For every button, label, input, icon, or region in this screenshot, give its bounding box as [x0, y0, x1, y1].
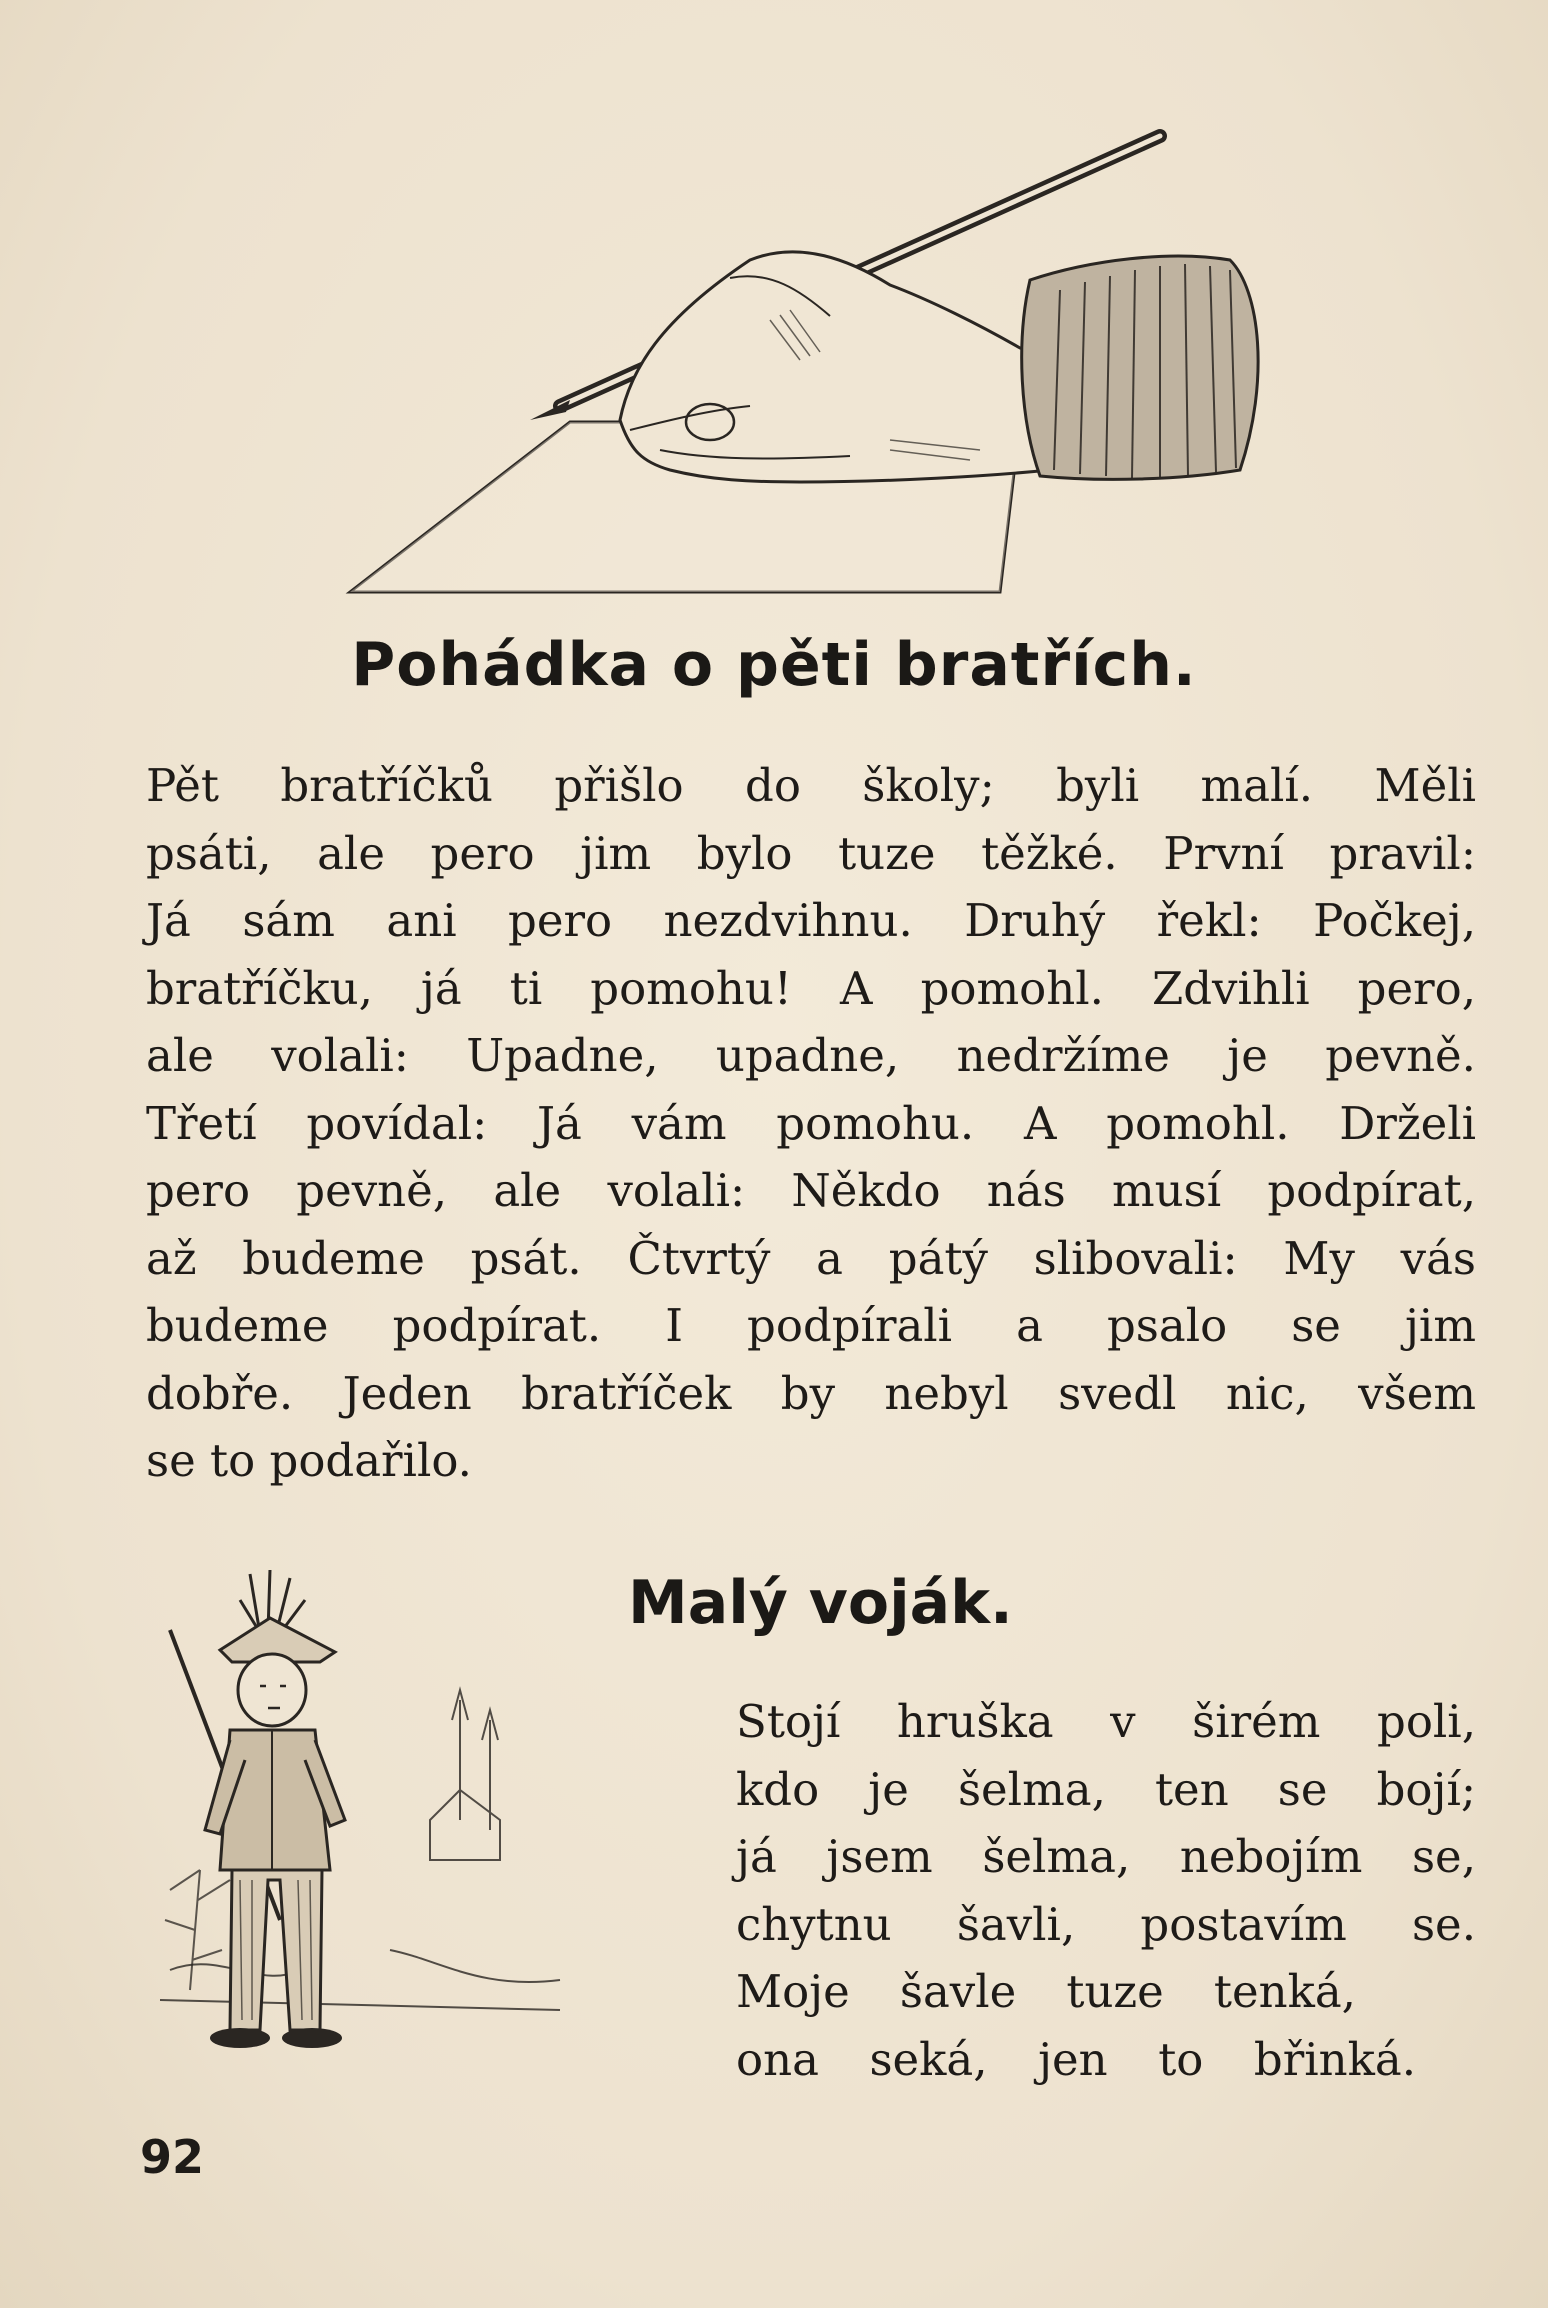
story-title: Pohádka o pěti bratřích. — [351, 630, 1197, 700]
story-line: bratříčku, já ti pomohu! A pomohl. Zdvihli pero, — [146, 961, 1476, 1015]
poem-line: ona seká, jen to břinká. — [736, 2032, 1416, 2086]
story-paragraph — [146, 752, 1476, 1495]
page-number: 92 — [140, 2130, 205, 2184]
poem-line: kdo je šelma, ten se bojí; — [736, 1762, 1476, 1816]
poem-line: Moje šavle tuze tenká, — [736, 1965, 1356, 2018]
story-line: Pět bratříčků přišlo do školy; byli malí. Měli — [146, 759, 1476, 812]
poem-title: Malý voják. — [628, 1568, 1013, 1638]
story-line: se to podařilo. — [146, 1434, 472, 1487]
poem-line: Stojí hruška v širém poli, — [736, 1695, 1476, 1748]
story-line: Třetí povídal: Já vám pomohu. A pomohl. Drželi — [146, 1096, 1476, 1150]
story-line: budeme podpírat. I podpírali a psalo se jim — [146, 1299, 1476, 1352]
story-line: až budeme psát. Čtvrtý a pátý slibovali: My vás — [146, 1231, 1476, 1285]
poem-line: chytnu šavli, postavím se. — [736, 1897, 1476, 1951]
story-line: psáti, ale pero jim bylo tuze těžké. První pravil: — [146, 826, 1476, 880]
story-line: ale volali: Upadne, upadne, nedržíme je pevně. — [146, 1029, 1476, 1082]
story-line: pero pevně, ale volali: Někdo nás musí podpírat, — [146, 1164, 1476, 1217]
story-line: dobře. Jeden bratříček by nebyl svedl nic, všem — [146, 1366, 1476, 1420]
little-soldier-illustration — [160, 1570, 580, 2090]
poem-line: já jsem šelma, nebojím se, — [736, 1830, 1476, 1883]
poem — [736, 1688, 1476, 2093]
hand-writing-illustration — [330, 120, 1290, 620]
story-line: Já sám ani pero nezdvihnu. Druhý řekl: Počkej, — [146, 894, 1476, 947]
